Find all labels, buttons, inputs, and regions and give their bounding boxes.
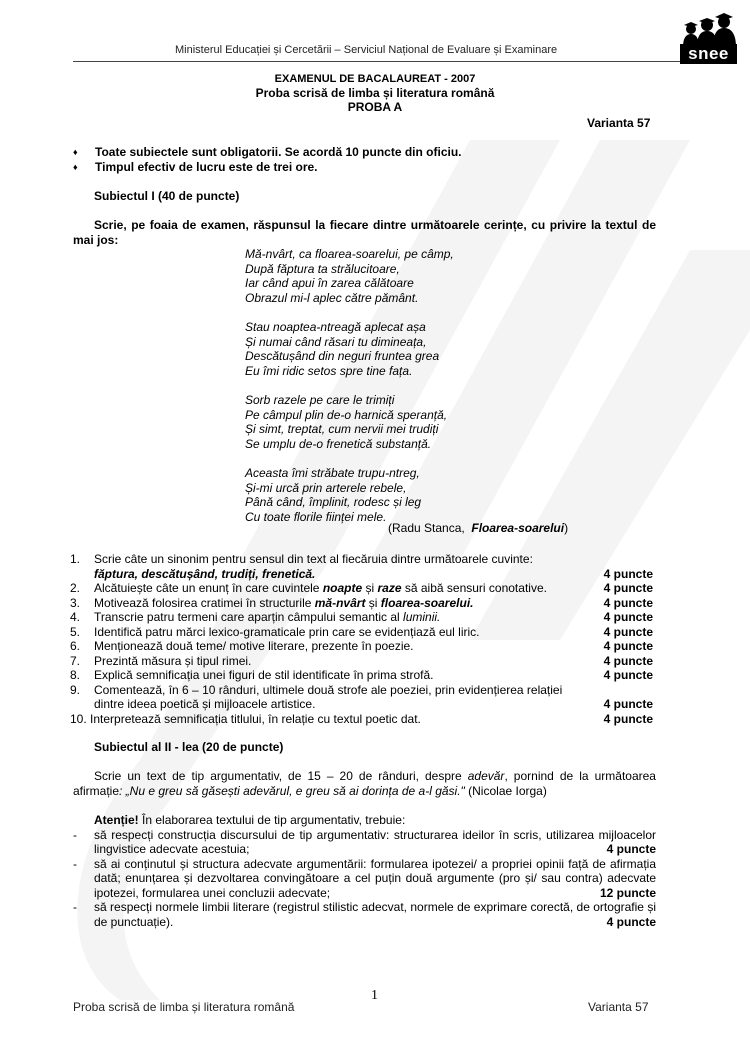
poem-title: Floarea-soarelui	[471, 521, 565, 535]
points-label: 4 puncte	[603, 581, 653, 595]
points-label: 4 puncte	[606, 842, 656, 856]
question-number: 7.	[70, 653, 81, 668]
poem-line: Aceasta îmi străbate trupu-ntreg,	[245, 465, 420, 480]
dash-bullet-icon: -	[73, 856, 77, 871]
question-number: 6.	[70, 639, 81, 653]
exam-subject: Proba scrisă de limba și literatura română	[255, 86, 495, 100]
poem-line: Și simt, treptat, cum nervii mei trudiți	[245, 422, 439, 437]
subject1-title: Subiectul I (40 de puncte)	[94, 189, 240, 203]
question-number: 9.	[70, 682, 81, 697]
poem-stanza	[245, 466, 454, 524]
exam-title: EXAMENUL DE BACALAUREAT - 2007	[274, 73, 476, 85]
subject1-items	[70, 552, 656, 726]
poem-line: Descătușând din neguri fruntea grea	[245, 349, 440, 364]
points-label: 4 puncte	[603, 639, 653, 653]
poem-line: Și numai când răsari tu dimineața,	[245, 334, 427, 349]
page-number: 1	[371, 988, 378, 1003]
question-item: 9. Comentează, în 6 – 10 rânduri, ultimele două strofe ale poeziei, prin evidențierea relației dintre ideea poetică și mijloacele artistice. 4 puncte	[70, 682, 653, 711]
poem-line: Sorb razele pe care le trimiți	[245, 392, 395, 407]
question-number: 10.	[70, 711, 87, 726]
points-label: 4 puncte	[603, 610, 653, 624]
snee-logo	[679, 13, 739, 64]
logo-text: snee	[680, 44, 737, 64]
poem-stanza	[245, 393, 454, 451]
question-number: 3.	[70, 595, 81, 610]
poem-line: Mă-nvârt, ca floarea-soarelui, pe câmp,	[245, 247, 454, 261]
header-divider	[73, 61, 683, 62]
footer-subject: Proba scrisă de limba și literatura română	[73, 1000, 295, 1014]
poem-line: Și-mi urcă prin arterele rebele,	[245, 480, 407, 495]
points-label: 4 puncte	[603, 595, 653, 610]
quote: : „Nu e greu să găsești adevărul, e greu să ai dorința de a-l găsi."	[119, 784, 465, 798]
points-label: 4 puncte	[603, 697, 653, 711]
dash-bullet-icon: -	[73, 900, 77, 914]
exam-proba: PROBA A	[347, 100, 403, 114]
points-label: 4 puncte	[603, 566, 653, 581]
criterion-item: - să respecți normele limbii literare (registrul stilistic adecvat, normele de exprimare corectă, de ortografie și de punctuație). 4 puncte	[73, 900, 656, 929]
question-number: 2.	[70, 581, 81, 595]
poem-line: Eu îmi ridic setos spre tine fața.	[245, 363, 413, 378]
poem-citation: (Radu Stanca, Floarea-soarelui)	[388, 521, 569, 535]
diamond-bullet-icon: ♦	[73, 162, 78, 172]
subject1-intro: Scrie, pe foaia de examen, răspunsul la fiecare dintre următoarele cerințe, cu privire la textul de mai jos:	[73, 218, 656, 247]
question-number: 1.	[70, 552, 81, 566]
ministry-header: Ministerul Educației și Cercetării – Serviciul Național de Evaluare și Examinare	[175, 44, 558, 56]
poem-line: Stau noaptea-ntreagă aplecat așa	[245, 319, 426, 334]
variant-label: Varianta 57	[587, 116, 651, 130]
points-label: 4 puncte	[606, 914, 656, 929]
poem-line: Se umplu de-o frenetică substanță.	[245, 436, 432, 451]
poem-line: Până când, împlinit, rodesc și leg	[245, 495, 422, 510]
rule-item: ♦ Timpul efectiv de lucru este de trei ore.	[73, 160, 318, 174]
poem-line: Iar când apui în zarea călătoare	[245, 276, 414, 291]
points-label: 4 puncte	[603, 653, 653, 668]
poem-stanza	[245, 320, 454, 378]
poem-line: Obrazul mi-l aplec către pământ.	[245, 290, 419, 305]
points-label: 4 puncte	[603, 711, 653, 726]
poem-line: Cu toate florile ființei mele.	[245, 509, 387, 524]
subject2-title: Subiectul al II - lea (20 de puncte)	[94, 740, 284, 754]
criterion-item: - să ai conținutul și structura adecvate argumentării: formularea ipotezei/ a propriei opinii față de afirmația dată; enunțarea și dezvoltarea convingătoare a cel puțin două argumente (pro și/ sau contra) adecvate ipotezei, formularea unei concluzii adecvate; 12 puncte	[73, 856, 656, 900]
subject2-criteria	[73, 813, 656, 929]
question-item: 7. Prezintă măsura și tipul rimei. 4 puncte	[70, 653, 653, 668]
diamond-bullet-icon: ♦	[73, 147, 78, 157]
rule-item: ♦ Toate subiectele sunt obligatorii. Se acordă 10 puncte din oficiu.	[73, 145, 462, 159]
points-label: 12 puncte	[599, 885, 656, 900]
question-item: 6. Menționează două teme/ motive literare, prezente în poezie. 4 puncte	[70, 639, 653, 653]
question-item: 4. Transcrie patru termeni care aparțin câmpului semantic al luminii. 4 puncte	[70, 610, 653, 624]
graduates-icon	[679, 13, 739, 47]
poem-line: Pe câmpul plin de-o harnică speranță,	[245, 407, 448, 422]
question-item: 1. Scrie câte un sinonim pentru sensul din text al fiecăruia dintre următoarele cuvinte: făptura, descătușând, trudiți, frenetică. 4 puncte	[70, 552, 653, 581]
poem-line: După făptura ta strălucitoare,	[245, 261, 400, 276]
attention-note: Atenție! În elaborarea textului de tip argumentativ, trebuie:	[94, 813, 406, 827]
question-item: 2. Alcătuiește câte un enunț în care cuvintele noapte și raze să aibă sensuri conotative. 4 puncte	[70, 581, 653, 595]
question-item: 10. Interpretează semnificația titlului, în relație cu textul poetic dat. 4 puncte	[70, 711, 653, 726]
subject2-prompt: Scrie un text de tip argumentativ, de 15 – 20 de rânduri, despre adevăr, pornind de la următoarea afirmație: „Nu e greu să găsești adevărul, e greu să ai dorința de a-l găsi." (Nicolae Iorga)	[73, 769, 656, 798]
points-label: 4 puncte	[603, 624, 653, 639]
dash-bullet-icon: -	[73, 827, 77, 842]
question-item: 8. Explică semnificația unei figuri de stil identificate în prima strofă. 4 puncte	[70, 668, 653, 682]
question-item: 5. Identifică patru mărci lexico-gramaticale prin care se evidențiază eul liric. 4 puncte	[70, 624, 653, 639]
question-number: 5.	[70, 624, 81, 639]
criterion-item: - să respecți construcția discursului de tip argumentativ: structurarea ideilor în scris, utilizarea mijloacelor lingvistice adecvate acestuia; 4 puncte	[73, 827, 656, 856]
question-number: 8.	[70, 668, 81, 682]
question-number: 4.	[70, 610, 81, 624]
footer-variant: Varianta 57	[588, 1000, 649, 1014]
question-item: 3. Motivează folosirea cratimei în structurile mă-nvârt și floarea-soarelui. 4 puncte	[70, 595, 653, 610]
poem-stanza	[245, 247, 454, 305]
points-label: 4 puncte	[603, 668, 653, 682]
poem	[245, 247, 454, 539]
